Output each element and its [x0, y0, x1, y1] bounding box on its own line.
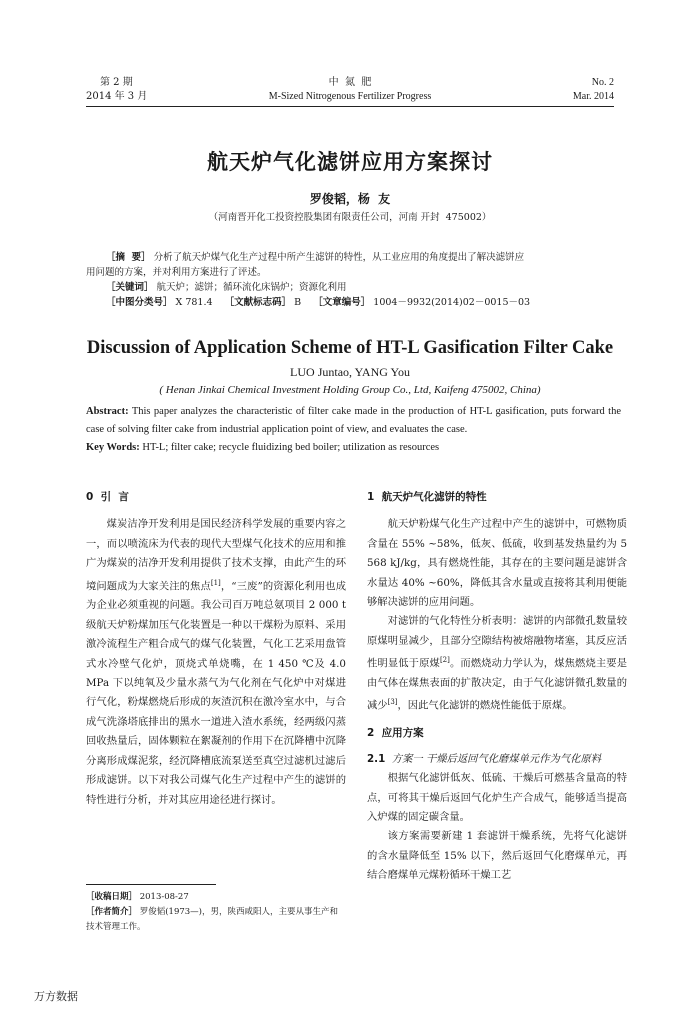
abstract-en-text: This paper analyzes the characteristic of filter cake made in the production of HT-L gasification, puts forward the case of solving filter cake from industrial application point of view, and evaluates the case.	[86, 406, 621, 435]
citation-1: [1]	[210, 578, 221, 587]
date-cn: 2014 年 3 月	[86, 91, 148, 102]
journal-cn: 中 氮 肥	[328, 77, 372, 88]
date-en: Mar. 2014	[572, 91, 614, 102]
subsection-2-1-number: 2.1	[367, 752, 386, 765]
header-center	[86, 76, 614, 104]
clc-label: ［中图分类号］	[106, 297, 173, 308]
issue-cn: 第 2 期	[100, 77, 133, 88]
subsection-2-1-heading	[367, 750, 627, 769]
abstract-en	[86, 403, 621, 457]
footnote-rule	[86, 884, 216, 885]
intro-text-b: ，“三废”的资源化利用也成为企业必须重视的问题。我公司百万吨总氨项目 2 000 t 级航天炉粉煤加压气化装置是一种以干煤粉为原料、采用激冷流程生产粗合成气的煤气化装置，气化工艺采用盘管式水冷壁气化炉，顶烧式单烧嘴，在 1 450 ℃及 4.0 MPa 下以纯氧及少量水蒸气为气化剂在气化炉中对煤进行气化，粉煤燃烧后形成的灰渣沉积在激冷室水中，与合成气洗涤塔底排出的黑水一道进入渣水系统，经两级闪蒸回收热量后，固体颗粒在絮凝剂的作用下在沉降槽中沉降分离形成煤泥浆，经沉降槽底流泵送至真空过滤机过滤后形成滤饼。以下对我公司煤气化生产过程中产生的滤饼的特性进行分析，并对其应用途径进行探讨。	[86, 580, 347, 806]
abstract-cn-text1: 分析了航天炉煤气化生产过程中所产生滤饼的特性，从工业应用的角度提出了解决滤饼应	[153, 252, 525, 263]
abstract-cn	[86, 250, 606, 310]
article-no-value: 1004－9932(2014)02－0015－03	[373, 297, 531, 308]
keywords-en-label: Key Words:	[86, 442, 140, 453]
section-1-heading: 1 航天炉气化滤饼的特性	[367, 491, 487, 503]
abstract-cn-text2: 用问题的方案，并对利用方案进行了评述。	[86, 267, 267, 278]
journal-en: M-Sized Nitrogenous Fertilizer Progress	[268, 91, 432, 102]
right-column	[367, 488, 627, 886]
intro-paragraph	[86, 515, 346, 810]
keywords-cn: 航天炉；滤饼；循环流化床锅炉；资源化利用	[156, 282, 347, 293]
section-0-heading: 0 引 言	[86, 491, 129, 503]
intro-text-a: 煤炭洁净开发利用是国民经济科学发展的重要内容之一，而以喷流床为代表的现代大型煤气化技术的应用和推广为煤炭的洁净开发利用提供了技术支撑，由此产生的环境问题成为大家关注的焦点	[86, 518, 346, 593]
title-cn: 航天炉气化滤饼应用方案探讨	[207, 150, 493, 174]
subsection-2-1-title: 方案一 干燥后返回气化磨煤单元作为气化原料	[391, 752, 602, 765]
section-1-paragraph-2	[367, 612, 627, 716]
s1p2-text-a: 对滤饼的气化特性分析表明：滤饼的内部微孔数量较原煤明显减少，且部分空隙结构被熔融物堵塞，其反应活性明显低于原煤	[367, 615, 627, 670]
left-column	[86, 488, 346, 810]
doc-code-value: B	[294, 297, 302, 308]
abstract-en-label: Abstract:	[86, 406, 129, 417]
section-2-heading: 2 应用方案	[367, 727, 424, 740]
section-2-paragraph-2: 该方案需要新建 1 套滤饼干燥系统，先将气化滤饼的含水量降低至 15% 以下，然后返回气化磨煤单元，再结合磨煤单元煤粉循环干燥工艺	[367, 830, 627, 882]
authors-en: LUO Juntao, YANG You	[290, 365, 410, 379]
received-date-label: ［收稿日期］	[86, 892, 138, 902]
section-2-paragraph-1: 根据气化滤饼低灰、低硫、干燥后可燃基含量高的特点，可将其干燥后返回气化炉生产合成气，能够适当提高入炉煤的固定碳含量。	[367, 772, 627, 823]
running-header	[86, 76, 614, 107]
footnote	[86, 890, 346, 935]
section-1-paragraph-1: 航天炉粉煤气化生产过程中产生的滤饼中，可燃物质含量在 55% ~58%，低灰、低硫，收到基发热量约为 5 568 kJ/kg，具有燃烧性能，其存在的主要问题是滤饼含水量达 40% ~60%，降低其含水量或直接将其利用便能够解决滤饼的应用问题。	[367, 518, 627, 609]
issue-en: No. 2	[591, 77, 614, 88]
keywords-en: HT-L; filter cake; recycle fluidizing bed boiler; utilization as resources	[142, 442, 440, 453]
doc-code-label: ［文献标志码］	[224, 297, 292, 308]
authors-cn: 罗俊韬，杨 友	[309, 192, 391, 206]
affiliation-cn: （河南晋开化工投资控股集团有限责任公司，河南 开封 475002）	[208, 212, 492, 223]
title-en: Discussion of Application Scheme of HT-L Gasification Filter Cake	[86, 338, 614, 358]
citation-3: [3]	[387, 698, 398, 707]
affiliation-en: ( Henan Jinkai Chemical Investment Holding Group Co., Ltd, Kaifeng 475002, China)	[159, 384, 541, 396]
received-date: 2013-08-27	[139, 892, 189, 902]
clc-value: X 781.4	[175, 297, 213, 308]
keywords-cn-label: ［关键词］	[106, 282, 154, 293]
s1p2-text-c: ，因此气化滤饼的燃烧性能低于原煤。	[397, 699, 573, 712]
watermark: 万方数据	[34, 990, 78, 1003]
s1p2-text-b: 。而燃烧动力学认为，煤焦燃烧主要是由气体在煤焦表面的扩散决定，由于气化滤饼微孔数量的减少	[367, 657, 628, 712]
citation-2: [2]	[439, 656, 450, 665]
abstract-cn-label: ［摘 要］	[106, 252, 151, 263]
author-bio-label: ［作者简介］	[86, 907, 138, 917]
header-right	[573, 76, 614, 104]
author-bio: 罗俊韬(1973—)，男，陕西咸阳人，主要从事生产和技术管理工作。	[86, 907, 338, 932]
article-no-label: ［文章编号］	[313, 297, 371, 308]
body-columns	[0, 488, 700, 882]
